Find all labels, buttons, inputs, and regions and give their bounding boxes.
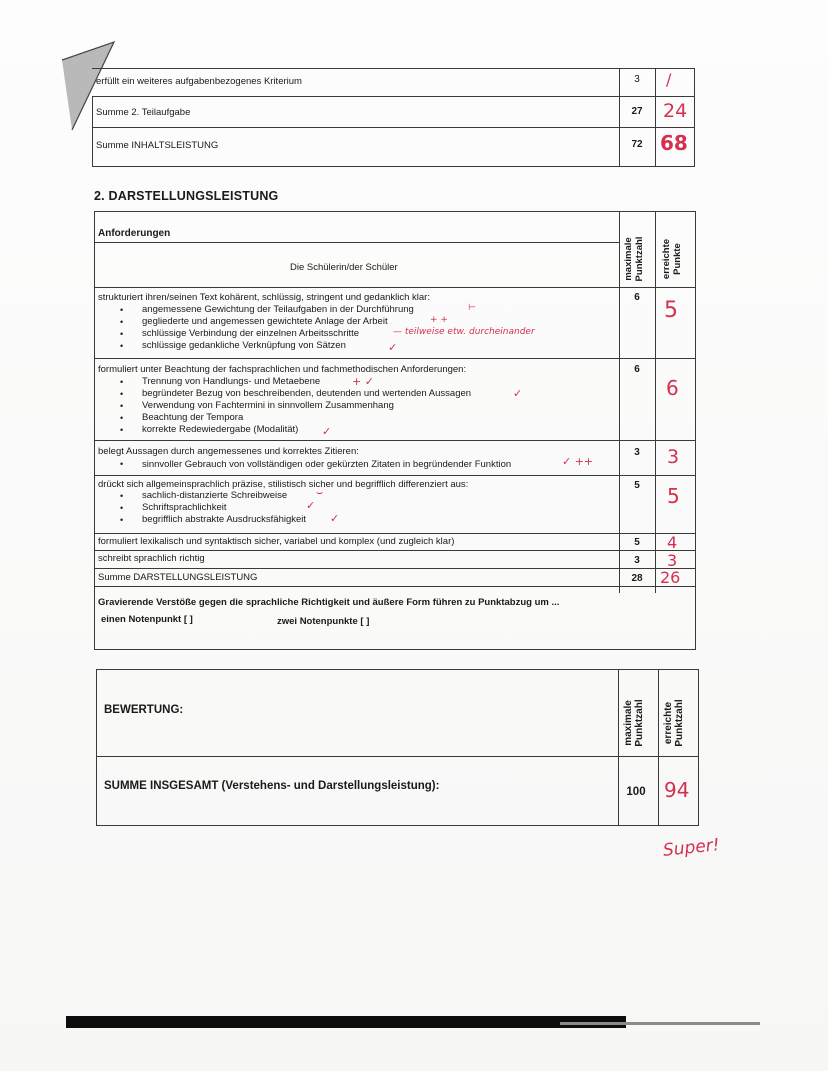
bullet: •: [120, 425, 124, 435]
header-max-points: maximale Punktzahl: [623, 699, 645, 747]
header-schueler: Die Schülerin/der Schüler: [290, 262, 398, 273]
handwritten-score: 3: [667, 551, 678, 570]
header-max-points: maximale Punktzahl: [623, 236, 645, 282]
bullet: •: [120, 503, 124, 513]
bullet: •: [120, 389, 124, 399]
criterion-text: formuliert unter Beachtung der fachsprachlichen und fachmethodischen Anforderungen:: [98, 364, 467, 375]
handwritten-score: 5: [667, 484, 680, 508]
bullet: •: [120, 515, 124, 525]
bullet: •: [120, 305, 124, 315]
bullet: •: [120, 459, 124, 469]
handwritten-score: 6: [666, 376, 679, 400]
bullet: •: [120, 329, 124, 339]
sum-label: Summe DARSTELLUNGSLEISTUNG: [98, 572, 258, 583]
handwritten-score: 26: [660, 568, 681, 587]
sub-criterion: schlüssige Verbindung der einzelnen Arbeitsschritte: [142, 328, 360, 339]
criterion-text: belegt Aussagen durch angemessenes und korrektes Zitieren:: [98, 446, 359, 457]
criterion-text: formuliert lexikalisch und syntaktisch sicher, variabel und komplex (und zugleich klar): [98, 536, 455, 547]
sub-criterion: gegliederte und angemessen gewichtete Anlage der Arbeit: [142, 316, 388, 327]
sub-criterion: Trennung von Handlungs- und Metaebene: [142, 376, 321, 387]
scan-edge: [66, 1016, 626, 1028]
max-points: 3: [634, 447, 640, 458]
handwritten-mark: /: [666, 70, 672, 89]
header-anforderungen: Anforderungen: [98, 228, 171, 239]
sub-criterion: begrifflich abstrakte Ausdrucksfähigkeit: [142, 514, 307, 525]
total-max-points: 100: [626, 786, 646, 798]
max-points: 5: [634, 480, 640, 491]
criterion-text: schreibt sprachlich richtig: [98, 553, 205, 564]
sub-criterion: sinnvoller Gebrauch von vollständigen oder gekürzten Zitaten in begründender Funktion: [142, 459, 512, 470]
bullet: •: [120, 317, 124, 327]
penalty-option-one[interactable]: einen Notenpunkt [ ]: [101, 614, 193, 625]
annotation: + +: [430, 315, 448, 325]
bullet: •: [120, 491, 124, 501]
max-points: 27: [631, 106, 643, 117]
penalty-note: Gravierende Verstöße gegen die sprachliche Richtigkeit und äußere Form führen zu Punktabzug um ...: [98, 597, 560, 608]
sub-criterion: Schriftsprachlichkeit: [142, 502, 227, 513]
max-points: 5: [634, 537, 640, 548]
sub-criterion: korrekte Redewiedergabe (Modalität): [142, 424, 299, 435]
handwritten-score: 5: [664, 298, 678, 323]
header-achieved-points: erreichte Punkte: [661, 238, 683, 280]
criterion-text: erfüllt ein weiteres aufgabenbezogenes Kriterium: [96, 76, 302, 87]
annotation: + ✓: [352, 375, 374, 388]
check-mark: ⌣: [316, 487, 324, 499]
criterion-text: drückt sich allgemeinsprachlich präzise, stilistisch sicher und begrifflich differenziert aus:: [98, 479, 469, 490]
bullet: •: [120, 413, 124, 423]
criterion-text: strukturiert ihren/seinen Text kohärent, schlüssig, stringent und gedanklich klar:: [98, 292, 430, 303]
max-points: 28: [631, 573, 643, 584]
section-heading: 2. DARSTELLUNGSLEISTUNG: [94, 189, 279, 203]
check-mark: ✓: [513, 388, 523, 400]
check-mark: ✓: [306, 500, 316, 512]
check-mark: ✓: [330, 513, 340, 525]
annotation: ⊢: [468, 303, 476, 313]
max-points: 3: [634, 555, 640, 566]
sub-criterion: angemessene Gewichtung der Teilaufgaben in der Durchführung: [142, 304, 414, 315]
sub-criterion: Beachtung der Tempora: [142, 412, 244, 423]
handwritten-comment: Super!: [662, 835, 721, 861]
bullet: •: [120, 341, 124, 351]
annotation: ✓ ++: [562, 455, 594, 468]
handwritten-score: 3: [667, 446, 680, 468]
sub-criterion: sachlich-distanzierte Schreibweise: [142, 490, 288, 501]
sub-criterion: Verwendung von Fachtermini in sinnvollem Zusammenhang: [142, 400, 394, 411]
max-points: 3: [634, 74, 640, 85]
sub-criterion: schlüssige gedankliche Verknüpfung von Sätzen: [142, 340, 346, 351]
sum-label: Summe 2. Teilaufgabe: [96, 107, 191, 118]
check-mark: ✓: [322, 426, 332, 438]
max-points: 72: [631, 139, 643, 150]
bewertung-label: BEWERTUNG:: [104, 704, 184, 716]
annotation: — teilweise etw. durcheinander: [393, 327, 535, 337]
header-achieved-points: erreichte Punktzahl: [663, 699, 685, 747]
sum-label: Summe INHALTSLEISTUNG: [96, 140, 219, 151]
bullet: •: [120, 401, 124, 411]
sub-criterion: begründeter Bezug von beschreibenden, deutenden und wertenden Aussagen: [142, 388, 472, 399]
handwritten-score: 24: [663, 100, 688, 122]
penalty-option-two[interactable]: zwei Notenpunkte [ ]: [277, 616, 370, 627]
max-points: 6: [634, 364, 640, 375]
scan-edge: [560, 1022, 760, 1025]
handwritten-score: 68: [660, 131, 688, 155]
check-mark: ✓: [388, 342, 398, 354]
handwritten-total: 94: [664, 778, 690, 802]
handwritten-score: 4: [667, 533, 678, 552]
bullet: •: [120, 377, 124, 387]
total-label: SUMME INSGESAMT (Verstehens- und Darstellungsleistung):: [104, 780, 440, 792]
max-points: 6: [634, 292, 640, 303]
